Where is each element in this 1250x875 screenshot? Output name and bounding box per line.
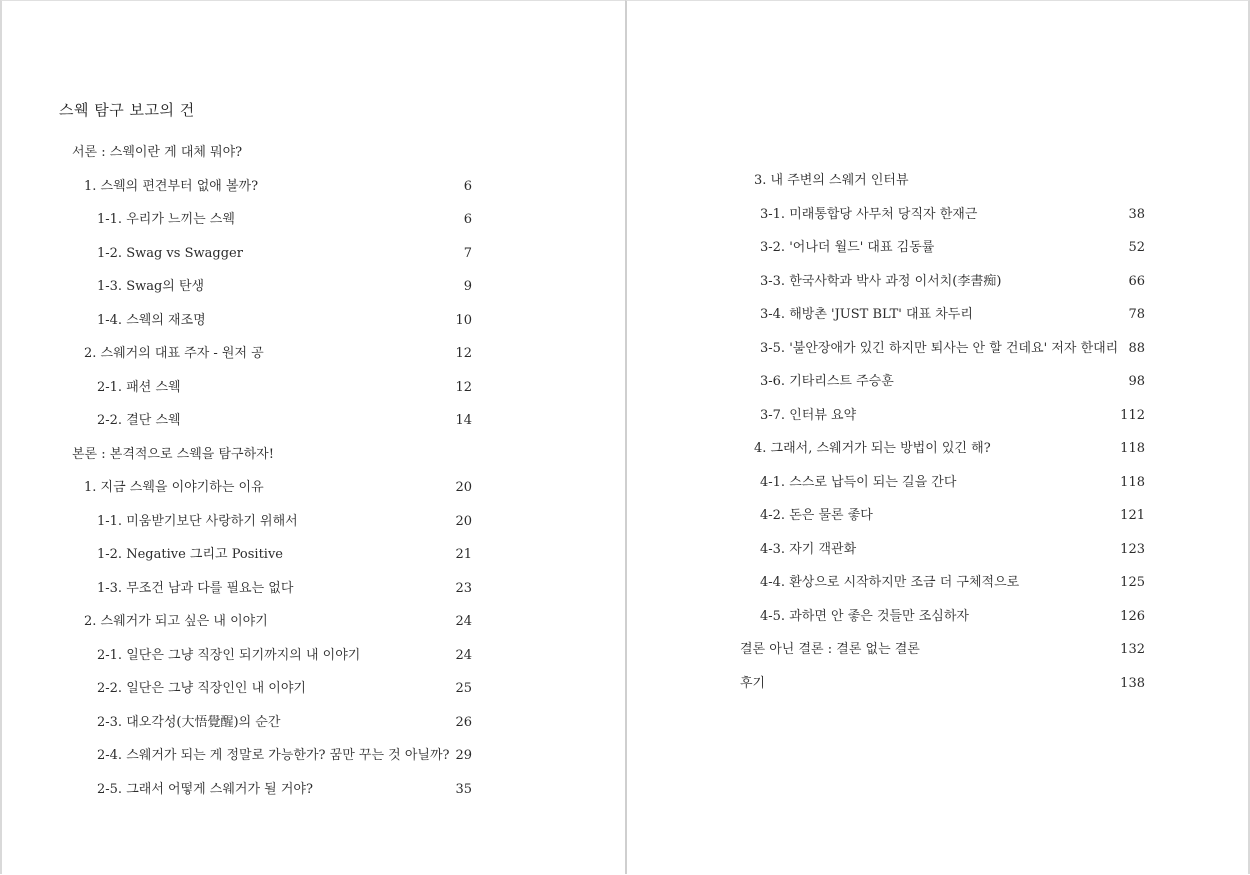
toc-title: 스웩 탐구 보고의 건: [59, 101, 195, 119]
toc-entry[interactable]: [760, 338, 1145, 360]
toc-entry-page: 26: [455, 714, 472, 730]
toc-entry-page: 6: [463, 212, 472, 227]
toc-entry[interactable]: [97, 377, 472, 399]
toc-entry-title: 1-1. 우리가 느끼는 스웩: [97, 212, 235, 227]
toc-entry[interactable]: [760, 572, 1145, 594]
toc-entry[interactable]: [97, 276, 472, 298]
toc-entry[interactable]: [84, 176, 472, 198]
toc-entry[interactable]: [760, 539, 1145, 561]
toc-entry-page: 121: [1120, 508, 1145, 523]
toc-entry-page: 21: [455, 547, 472, 562]
toc-entry-title: 1-1. 미움받기보단 사랑하기 위해서: [97, 513, 298, 529]
toc-entry-title: 4-2. 돈은 물론 좋다: [760, 508, 873, 523]
toc-entry-title: 2-1. 패션 스웩: [97, 379, 181, 395]
toc-entry[interactable]: [97, 243, 472, 265]
toc-entry-title: 1-2. Negative 그리고 Positive: [97, 547, 283, 562]
toc-entry-title: 2. 스웨거의 대표 주자 - 원저 공: [84, 346, 264, 361]
toc-entry-title: 2-2. 결단 스웩: [97, 413, 181, 428]
toc-entry-page: 123: [1120, 541, 1145, 557]
toc-entry-page: 66: [1128, 273, 1145, 289]
toc-entry-title: 1-3. 무조건 남과 다를 필요는 없다: [97, 580, 294, 596]
toc-entry-title: 1-4. 스웩의 재조명: [97, 312, 206, 328]
toc-entry-title: 4-3. 자기 객관화: [760, 541, 857, 557]
toc-entry-title: 후기: [740, 675, 766, 691]
toc-entry[interactable]: [760, 405, 1145, 427]
toc-entry-title: 3-4. 해방촌 'JUST BLT' 대표 차두리: [760, 307, 973, 322]
toc-entry[interactable]: [97, 209, 472, 231]
toc-entry[interactable]: [97, 410, 472, 432]
toc-entry[interactable]: [97, 779, 472, 801]
toc-entry-title: 결론 아닌 결론 : 결론 없는 결론: [740, 642, 920, 657]
toc-entry-title: 2-3. 대오각성(大悟覺醒)의 순간: [97, 714, 281, 730]
toc-entry-page: 12: [455, 379, 472, 395]
toc-entry-title: 3-5. '불안장애가 있긴 하지만 퇴사는 안 할 건데요' 저자 한대리: [760, 340, 1119, 356]
toc-entry-page: 20: [455, 480, 472, 495]
toc-entry[interactable]: [760, 304, 1145, 326]
toc-entry-page: 9: [463, 279, 472, 294]
toc-entry-title: 1. 지금 스웩을 이야기하는 이유: [84, 480, 264, 495]
toc-entry[interactable]: [97, 712, 472, 734]
toc-entry-title: 4. 그래서, 스웨거가 되는 방법이 있긴 해?: [754, 441, 991, 456]
toc-entry-page: 78: [1128, 307, 1145, 322]
toc-entry[interactable]: [760, 606, 1145, 628]
toc-entry-page: 138: [1120, 675, 1145, 691]
right-toc-list: [627, 1, 1250, 875]
toc-entry-title: 1-2. Swag vs Swagger: [97, 245, 243, 261]
toc-entry-page: 35: [455, 781, 472, 797]
toc-entry-title: 서론 : 스웩이란 게 대체 뭐야?: [72, 145, 243, 160]
toc-entry[interactable]: [97, 544, 472, 566]
toc-entry-page: 24: [455, 614, 472, 629]
toc-entry[interactable]: [760, 371, 1145, 393]
toc-entry-title: 4-1. 스스로 납득이 되는 길을 간다: [760, 474, 957, 490]
toc-entry-title: 2-2. 일단은 그냥 직장인인 내 이야기: [97, 681, 306, 696]
toc-entry[interactable]: [97, 511, 472, 533]
toc-entry[interactable]: [760, 204, 1145, 226]
toc-entry-title: 4-5. 과하면 안 좋은 것들만 조심하자: [760, 608, 969, 624]
toc-entry-title: 2. 스웨거가 되고 싶은 내 이야기: [84, 614, 268, 629]
toc-entry-page: 6: [463, 178, 472, 194]
toc-entry-page: 10: [455, 312, 472, 328]
toc-entry-page: 20: [455, 513, 472, 529]
toc-entry-page: 118: [1120, 441, 1145, 456]
toc-entry-page: 12: [455, 346, 472, 361]
toc-entry[interactable]: [84, 477, 472, 499]
toc-entry-title: 4-4. 환상으로 시작하지만 조금 더 구체적으로: [760, 575, 1020, 590]
toc-entry[interactable]: [754, 170, 1145, 192]
toc-entry-title: 1-3. Swag의 탄생: [97, 279, 205, 294]
toc-entry-page: 24: [455, 647, 472, 663]
toc-entry[interactable]: [760, 505, 1145, 527]
toc-entry[interactable]: [760, 472, 1145, 494]
toc-entry[interactable]: [72, 444, 472, 466]
toc-entry-page: 88: [1128, 340, 1145, 356]
toc-entry[interactable]: [97, 745, 472, 767]
toc-entry-title: 3. 내 주변의 스웨거 인터뷰: [754, 173, 909, 188]
toc-entry[interactable]: [97, 310, 472, 332]
toc-entry[interactable]: [740, 639, 1145, 661]
toc-entry-title: 3-2. '어나더 월드' 대표 김동률: [760, 240, 935, 255]
left-toc-list: [2, 1, 627, 875]
toc-entry-page: 7: [463, 245, 472, 261]
toc-entry-title: 2-1. 일단은 그냥 직장인 되기까지의 내 이야기: [97, 647, 361, 663]
toc-entry-page: 29: [455, 748, 472, 763]
toc-entry-title: 3-6. 기타리스트 주승훈: [760, 374, 894, 389]
toc-entry-page: 14: [455, 413, 472, 428]
toc-entry-page: 112: [1120, 407, 1145, 423]
toc-entry[interactable]: [760, 237, 1145, 259]
right-page: [625, 0, 1250, 874]
toc-entry[interactable]: [72, 142, 472, 164]
toc-entry-page: 132: [1120, 642, 1145, 657]
toc-entry-page: 118: [1120, 474, 1145, 490]
toc-entry[interactable]: [84, 611, 472, 633]
toc-entry-title: 1. 스웩의 편견부터 없애 볼까?: [84, 178, 259, 194]
toc-entry-page: 38: [1128, 206, 1145, 222]
toc-entry[interactable]: [97, 645, 472, 667]
toc-entry[interactable]: [740, 673, 1145, 695]
toc-entry-page: 52: [1128, 240, 1145, 255]
toc-entry-title: 3-3. 한국사학과 박사 과정 이서치(李書痴): [760, 273, 1002, 289]
left-page: [0, 0, 625, 874]
toc-entry[interactable]: [97, 678, 472, 700]
toc-entry-page: 23: [455, 580, 472, 596]
toc-entry[interactable]: [84, 343, 472, 365]
toc-entry-title: 3-7. 인터뷰 요약: [760, 407, 857, 423]
toc-entry-page: 125: [1120, 575, 1145, 590]
toc-entry[interactable]: [760, 271, 1145, 293]
toc-entry[interactable]: [754, 438, 1145, 460]
toc-entry-page: 25: [455, 681, 472, 696]
toc-entry-title: 2-5. 그래서 어떻게 스웨거가 될 거야?: [97, 781, 313, 797]
toc-entry-title: 3-1. 미래통합당 사무처 당직자 한재근: [760, 206, 978, 222]
toc-entry-title: 2-4. 스웨거가 되는 게 정말로 가능한가? 꿈만 꾸는 것 아닐까?: [97, 748, 450, 763]
toc-entry-page: 126: [1120, 608, 1145, 624]
toc-entry[interactable]: [97, 578, 472, 600]
toc-entry-title: 본론 : 본격적으로 스웩을 탐구하자!: [72, 446, 274, 462]
toc-entry-page: 98: [1128, 374, 1145, 389]
